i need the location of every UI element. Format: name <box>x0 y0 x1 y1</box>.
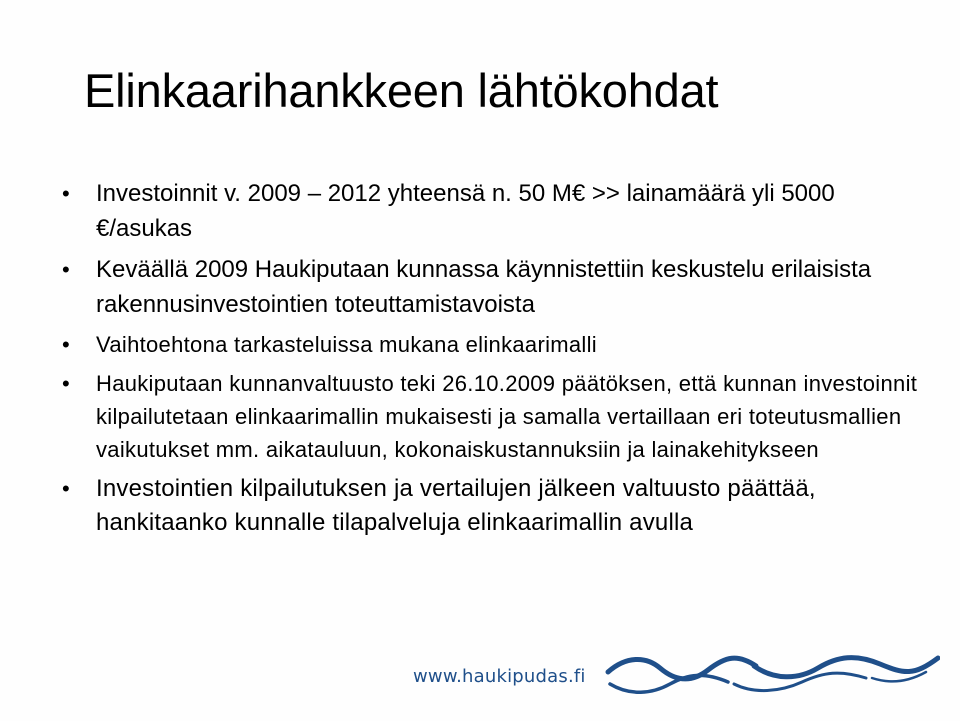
bullet-text: Vaihtoehtona tarkasteluissa mukana elinkaarimalli <box>96 332 597 357</box>
bullet-item <box>60 328 930 361</box>
slide-title: Elinkaarihankkeen lähtökohdat <box>84 64 719 117</box>
wave-logo-icon <box>604 650 940 698</box>
bullet-item <box>60 367 930 466</box>
website-url: www.haukipudas.fi <box>413 666 586 687</box>
bullet-icon: • <box>62 371 70 396</box>
bullet-list <box>60 176 930 546</box>
bullet-item <box>60 252 930 322</box>
bullet-text: Haukiputaan kunnanvaltuusto teki 26.10.2009 päätöksen, että kunnan investoinnit kilpailutetaan elinkaarimallin mukaisesti ja samalla vertaillaan eri toteutusmallien vaikutukset mm. aikatauluun, kokonaiskustannuksiin ja lainakehitykseen <box>96 371 918 462</box>
bullet-text: Keväällä 2009 Haukiputaan kunnassa käynnistettiin keskustelu erilaisista rakennusinvestointien toteuttamistavoista <box>96 256 872 318</box>
bullet-icon: • <box>62 181 70 206</box>
bullet-icon: • <box>62 332 70 357</box>
bullet-text: Investointien kilpailutuksen ja vertailujen jälkeen valtuusto päättää, hankitaanko kunnalle tilapalveluja elinkaarimallin avulla <box>96 475 816 536</box>
bullet-text: Investoinnit v. 2009 – 2012 yhteensä n. 50 M€ >> lainamäärä yli 5000 €/asukas <box>96 180 835 242</box>
bullet-icon: • <box>62 476 70 501</box>
bullet-icon: • <box>62 257 70 282</box>
bullet-item <box>60 176 930 246</box>
bullet-item <box>60 472 930 540</box>
